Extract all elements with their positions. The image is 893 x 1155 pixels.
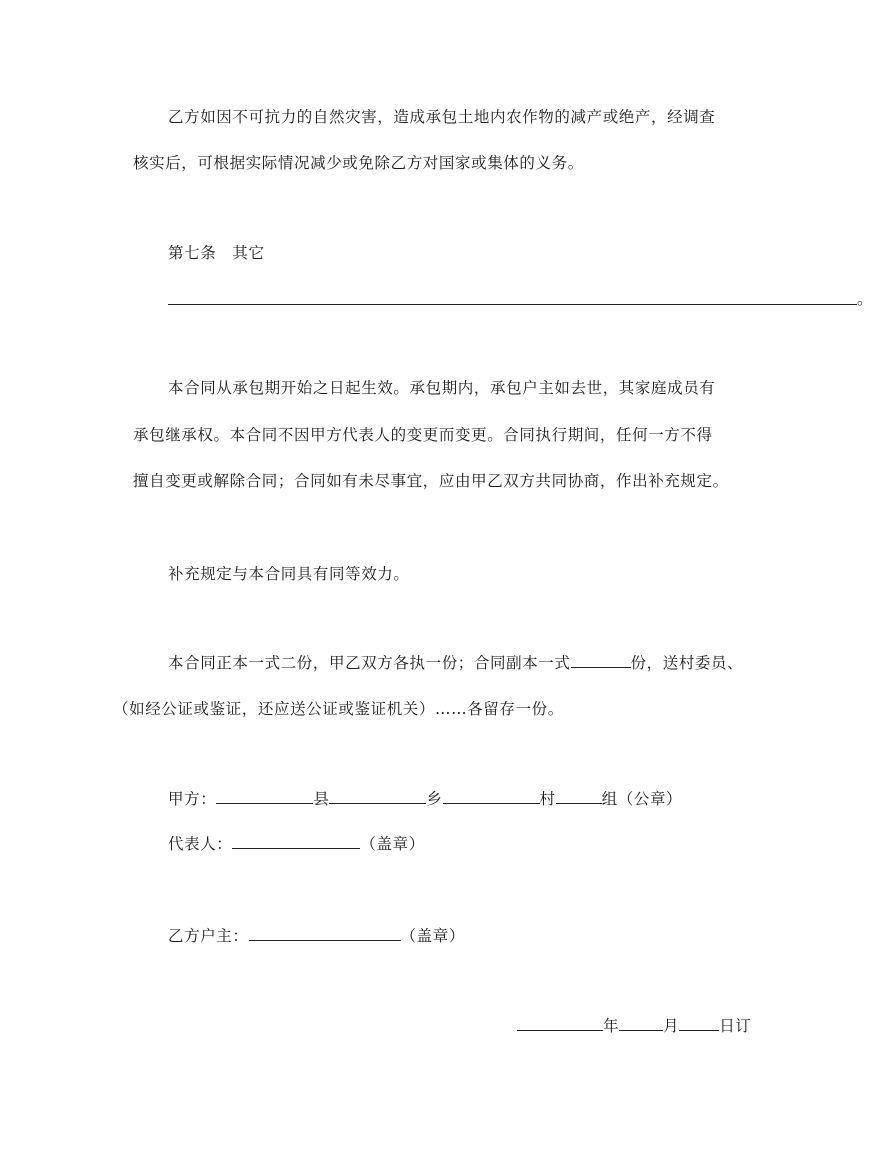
county-blank [216, 788, 313, 804]
copies-line1 [168, 652, 743, 674]
effect-line2: 承包继承权。本合同不因甲方代表人的变更而变更。合同执行期间，任何一方不得 [133, 426, 713, 444]
effect-line3: 擅自变更或解除合同；合同如有未尽事宜，应由甲乙双方共同协商，作出补充规定。 [133, 472, 729, 490]
effect-line1: 本合同从承包期开始之日起生效。承包期内，承包户主如去世，其家庭成员有 [168, 379, 716, 397]
copies-line2: （如经公证或鉴证，还应送公证或鉴证机关）……各留存一份。 [113, 700, 564, 718]
township-label: 乡 [426, 790, 443, 808]
village-blank [443, 788, 540, 804]
article7-title: 第七条 其它 [168, 244, 265, 262]
day-label: 日订 [719, 1017, 752, 1035]
year-label: 年 [603, 1017, 620, 1035]
article6-line1: 乙方如因不可抗力的自然灾害，造成承包土地内农作物的减产或绝产，经调查 [168, 108, 716, 126]
article7-blank-line [168, 304, 857, 305]
group-label: 组（公章） [601, 790, 683, 808]
representative-label: 代表人： [168, 835, 233, 853]
representative-blank [232, 833, 360, 849]
representative-seal: （盖章） [360, 835, 425, 853]
article6-line2: 核实后，可根据实际情况减少或免除乙方对国家或集体的义务。 [133, 154, 584, 172]
party-b-label: 乙方户主： [168, 927, 249, 945]
party-b-seal: （盖章） [400, 927, 465, 945]
month-blank [619, 1015, 663, 1031]
copies-line1-a: 本合同正本一式二份，甲乙双方各执一份；合同副本一式 [168, 654, 571, 672]
party-a-label: 甲方： [168, 790, 217, 808]
article7-blank-end: 。 [857, 290, 874, 308]
representative-line [168, 833, 425, 855]
county-label: 县 [313, 790, 330, 808]
month-label: 月 [663, 1017, 680, 1035]
township-blank [329, 788, 426, 804]
day-blank [679, 1015, 719, 1031]
party-b-blank [249, 925, 401, 941]
copies-line1-b: 份，送村委员、 [630, 654, 744, 672]
date-line [517, 1015, 751, 1037]
party-b-line [168, 925, 465, 947]
party-a-line [168, 788, 682, 810]
supplement-text: 补充规定与本合同具有同等效力。 [168, 565, 410, 583]
group-blank [556, 788, 602, 804]
year-blank [517, 1015, 603, 1031]
copies-count-blank [571, 652, 631, 668]
village-label: 村 [539, 790, 556, 808]
